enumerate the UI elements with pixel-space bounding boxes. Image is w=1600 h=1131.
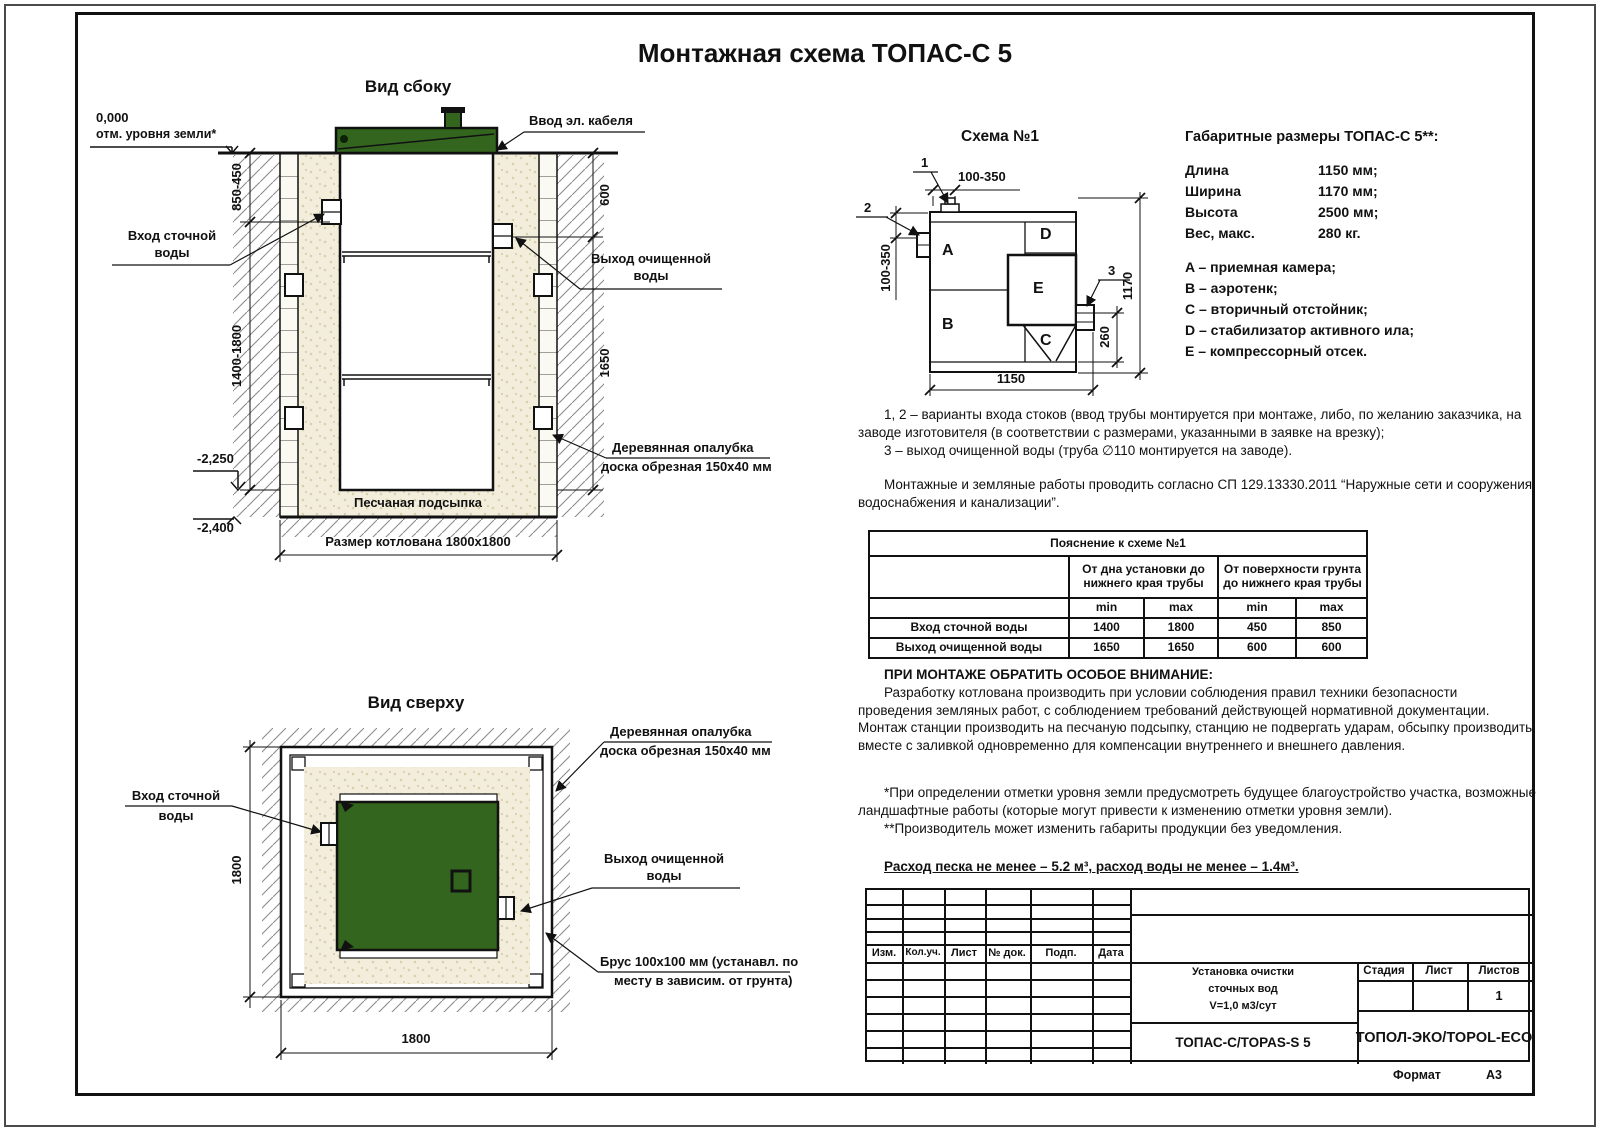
attention-block [858,666,1534,755]
pipe-variants-note [858,406,1534,459]
stamp-sheets-header: Листов [1478,965,1520,977]
works-note-text: Монтажные и земляные работы проводить согласно СП 129.13330.2011 “Наружные сети и сооружения водоснабжения и канализации”. [858,477,1533,510]
dim-1650: 1650 [596,348,612,378]
spec-label: Вес, макс. [1185,225,1255,241]
spec-label: Высота [1185,204,1238,220]
stamp-line [1030,890,1032,1064]
table-cell: 600 [1296,638,1367,658]
stamp-line [1130,1022,1357,1024]
top-outlet-label-line2: воды [646,868,682,883]
stamp-line [985,890,987,1064]
compartment-a: A [942,242,954,259]
formwork-label-line1: Деревянная опалубка [612,440,754,455]
top-formwork-label-line2: доска обрезная 150х40 мм [600,743,771,758]
specs-title: Габаритные размеры ТОПАС-С 5**: [1185,129,1439,145]
stamp-line [867,979,1130,981]
beam-label-line2: месту в зависим. от грунта) [614,973,793,988]
top-dim-height: 1800 [228,855,244,885]
formwork-label-line2: доска обрезная 150х40 мм [601,459,772,474]
level-zero-note: отм. уровня земли* [96,127,217,141]
table-group1-header: От дна установки до нижнего края трубы [1069,556,1218,598]
table-min-header: min [1069,598,1144,618]
explanation-table [868,530,1368,659]
side-view-title: Вид сбоку [364,77,452,96]
top-outlet-label-line1: Выход очищенной [603,851,725,866]
schema-dim-outlet: 260 [1096,326,1112,348]
stamp-line [1092,890,1094,1064]
table-cell: 1650 [1069,638,1144,658]
stamp-col-list: Лист [951,947,977,959]
consumption-block [858,858,1538,876]
stamp-col-ndok: № док. [988,947,1026,959]
top-inlet-label-line2: воды [158,808,194,823]
compartment-c: C [1040,332,1052,349]
dim-1400-1800: 1400-1800 [228,324,244,388]
stamp-line [1130,890,1132,1064]
spec-value: 2500 мм; [1318,204,1379,220]
table-cell: 450 [1218,618,1296,638]
beam-label-line1: Брус 100х100 мм (устанавл. по [600,954,799,969]
stamp-stage-header: Стадия [1363,965,1405,977]
stamp-line [867,1013,1130,1015]
footnote-1: *При определении отметки уровня земли предусмотреть будущее благоустройство участка, возможные ландшафтные работы (которые могут привести к изменению отметки уровня земли). [858,785,1537,818]
inlet-label-line1: Вход сточной [127,228,217,243]
level-2250-label: -2,250 [197,451,234,466]
dim-600: 600 [596,184,612,206]
sand-bedding-label: Песчаная подсыпка [354,495,482,510]
top-inlet-label-line1: Вход сточной [131,788,221,803]
stamp-line [902,890,904,1064]
stamp-line [1357,1010,1532,1012]
stamp-line [867,904,1130,906]
spec-value: 1170 мм; [1318,183,1378,199]
spec-label: Ширина [1185,183,1242,199]
consumption-note: Расход песка не менее – 5.2 м³, расход воды не менее – 1.4м³. [884,859,1299,874]
schema-dim-bottom: 1150 [996,371,1026,386]
top-dim-width: 1800 [401,1031,431,1046]
stamp-line [1412,962,1414,1010]
legend-item: D – стабилизатор активного ила; [1185,322,1414,338]
table-row-name: Выход очищенной воды [869,638,1069,658]
product-name: ТОПАС-С/TOPAS-S 5 [1175,1035,1311,1050]
top-formwork-label-line1: Деревянная опалубка [610,724,752,739]
marker-1: 1 [921,155,929,170]
stamp-line [944,890,946,1064]
legend-item: E – компрессорный отсек. [1185,343,1367,359]
dim-850-450: 850-450 [228,163,244,211]
table-min-header: min [1218,598,1296,618]
format-label: Формат [1393,1068,1441,1082]
schema-dim-top: 100-350 [958,169,1006,184]
stamp-line [1130,914,1532,916]
level-zero-label: 0,000 [96,110,129,125]
attention-body: Разработку котлована производить при условии соблюдения правил техники безопасности проведения земляных работ, с соблюдением требований действующей нормативной документации. Монтаж станции производить на песчаную подсыпку, станцию не подвергать ударам, обсыпку производить вместе с заливкой одновременно для компенсации внутреннего и внешнего давления. [858,684,1533,754]
footnotes-block [858,784,1538,837]
top-view-drawing [125,728,793,1060]
stamp-line [1357,962,1359,1064]
table-cell: 1650 [1144,638,1218,658]
stamp-sheet-header: Лист [1425,965,1453,977]
table-max-header: max [1144,598,1218,618]
attention-title: ПРИ МОНТАЖЕ ОБРАТИТЬ ОСОБОЕ ВНИМАНИЕ: [884,667,1214,682]
table-title: Пояснение к схеме №1 [869,531,1367,556]
table-corner-cell [869,556,1069,598]
table-empty-cell [869,598,1069,618]
schema-drawing [856,169,1148,396]
level-2400-label: -2,400 [197,520,234,535]
stamp-col-podp: Подп. [1045,947,1077,959]
inlet-label-line2: воды [154,245,190,260]
outlet-label-line2: воды [633,268,669,283]
format-value: А3 [1486,1068,1502,1082]
page-title: Монтажная схема ТОПАС-С 5 [637,38,1013,68]
table-cell: 850 [1296,618,1367,638]
outlet-label-line1: Выход очищенной [590,251,712,266]
legend-item: B – аэротенк; [1185,280,1278,296]
pit-size-label: Размер котлована 1800х1800 [325,534,511,549]
spec-label: Длина [1185,162,1229,178]
table-cell: 1400 [1069,618,1144,638]
stamp-line [1467,962,1469,1010]
spec-value: 1150 мм; [1318,162,1378,178]
table-max-header: max [1296,598,1367,618]
stamp-line [1357,980,1532,982]
stamp-line [867,931,1130,933]
table-cell: 1800 [1144,618,1218,638]
schema-dim-right: 1170 [1119,271,1135,301]
cable-entry-label: Ввод эл. кабеля [529,113,634,128]
doc-name-line2: сточных вод [1208,983,1278,995]
legend-item: A – приемная камера; [1185,259,1336,275]
compartment-d: D [1040,226,1052,243]
side-view-drawing [90,107,770,562]
compartment-b: B [942,316,954,333]
stamp-line [867,918,1130,920]
schema-dim-left: 100-350 [877,244,893,292]
schema-title: Схема №1 [961,128,1039,145]
table-group2-header: От поверхности грунта до нижнего края трубы [1218,556,1367,598]
marker-3: 3 [1108,263,1116,278]
stamp-line [867,962,1532,964]
stamp-line [867,1030,1130,1032]
title-block [865,888,1533,1062]
doc-name-line3: V=1,0 м3/сут [1209,1000,1277,1012]
stamp-sheets-value: 1 [1495,988,1503,1003]
spec-value: 280 кг. [1318,225,1361,241]
pipe-variants-line: 3 – выход очищенной воды (труба ∅110 монтируется на заводе). [884,442,1293,458]
table-row-name: Вход сточной воды [869,618,1069,638]
legend-item: C – вторичный отстойник; [1185,301,1368,317]
pipe-variants-line: 1, 2 – варианты входа стоков (ввод трубы монтируется при монтаже, либо, по желанию заказчика, на заводе изготовителя (в соответствии с размерами, указанными в заявке на врезку); [858,407,1522,440]
doc-name-line1: Установка очистки [1192,966,1294,978]
top-view-title: Вид сверху [367,693,465,712]
works-note [858,476,1534,512]
stamp-col-izm: Изм. [871,947,897,959]
stamp-line [867,996,1130,998]
stamp-line [867,1047,1130,1049]
stamp-col-koluch: Кол.уч. [905,947,941,958]
company-name: ТОПОЛ-ЭКО/TOPOL-ECO [1355,1030,1533,1046]
compartment-e: E [1033,280,1044,297]
table-cell: 600 [1218,638,1296,658]
stamp-col-data: Дата [1098,947,1124,959]
marker-2: 2 [864,200,872,215]
stamp-line [867,944,1130,946]
footnote-2: **Производитель может изменить габариты продукции без уведомления. [884,820,1343,836]
